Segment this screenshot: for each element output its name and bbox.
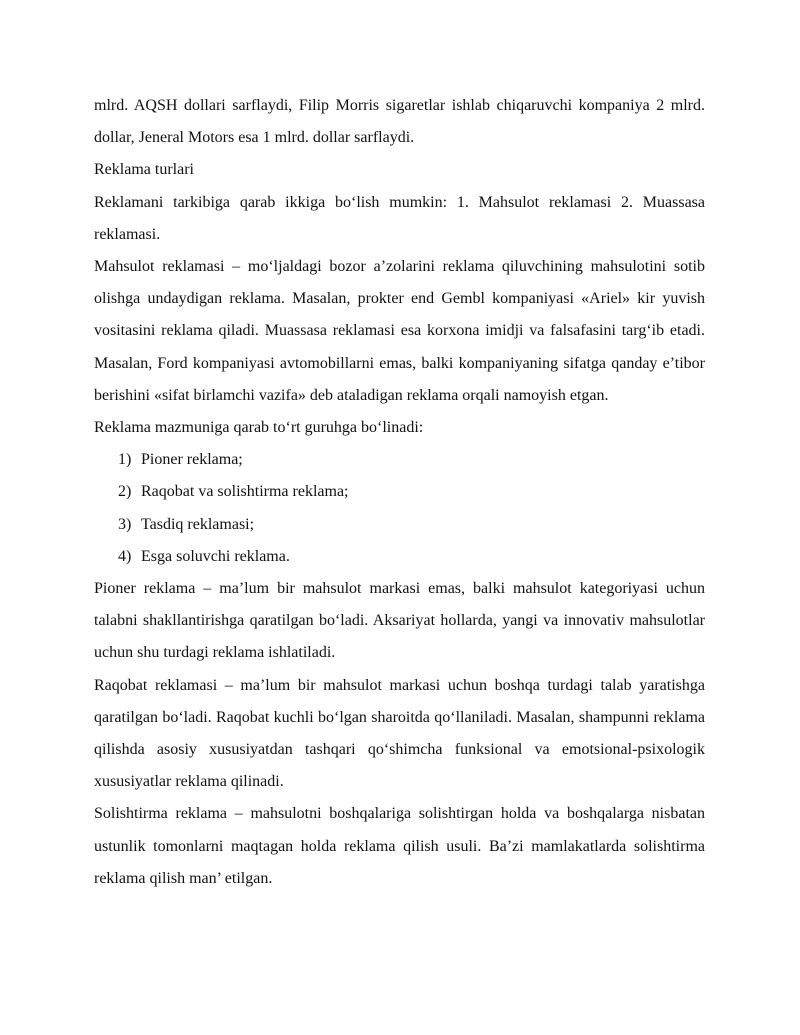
document-page [94,90,705,895]
list-item-number: 4) [118,547,132,565]
list-item-text: Tasdiq reklamasi; [141,515,255,533]
paragraph-content-groups: Reklama mazmuniga qarab to‘rt guruhga bo‘linadi: [94,419,424,437]
list-item-number: 1) [118,451,132,469]
paragraph-advertising-composition: Reklamani tarkibiga qarab ikkiga bo‘lish mumkin: 1. Mahsulot reklamasi 2. Muassasa reklamasi. [94,193,705,243]
list-item [94,476,705,508]
paragraph-product-advertising: Mahsulot reklamasi – mo‘ljaldagi bozor a’zolarini reklama qiluvchining mahsulotini sotib olishga undaydigan reklama. Masalan, prokter end Gembl kompaniyasi «Ariel» kir yuvish vositasini reklama qiladi. Muassasa reklamasi esa korxona imidji va falsafasini targ‘ib etadi. Masalan, Ford kompaniyasi avtomobillarni emas, balki kompaniyaning sifatga qanday e’tibor berishini «sifat birlamchi vazifa» deb ataladigan reklama orqali namoyish etgan. [94,258,705,404]
list-item [94,444,705,476]
heading-advertising-types: Reklama turlari [94,161,194,179]
paragraph-competitive-advertising: Raqobat reklamasi – ma’lum bir mahsulot markasi uchun boshqa turdagi talab yaratishga qaratilgan bo‘ladi. Raqobat kuchli bo‘lgan sharoitda qo‘llaniladi. Masalan, shampunni reklama qilishda asosiy xususiyatdan tashqari qo‘shimcha funksional va emotsional-psixologik xususiyatlar reklama qilinadi. [94,676,705,791]
paragraph-comparative-advertising: Solishtirma reklama – mahsulotni boshqalariga solishtirgan holda va boshqalarga nisbatan ustunlik tomonlarni maqtagan holda reklama qilish usuli. Ba’zi mamlakatlarda solishtirma reklama qilish man’ etilgan. [94,805,705,887]
advertising-groups-list [94,444,705,573]
list-item-text: Esga soluvchi reklama. [141,547,290,565]
paragraph-spending-continued: mlrd. AQSH dollari sarflaydi, Filip Morris sigaretlar ishlab chiqaruvchi kompaniya 2 mlrd. dollar, Jeneral Motors esa 1 mlrd. dollar sarflaydi. [94,97,705,147]
list-item [94,509,705,541]
list-item-text: Pioner reklama; [141,451,243,469]
list-item-text: Raqobat va solishtirma reklama; [141,483,349,501]
list-item [94,541,705,573]
list-item-number: 2) [118,483,132,501]
paragraph-pioneer-advertising: Pioner reklama – ma’lum bir mahsulot markasi emas, balki mahsulot kategoriyasi uchun talabni shakllantirishga qaratilgan bo‘ladi. Aksariyat hollarda, yangi va innovativ mahsulotlar uchun shu turdagi reklama ishlatiladi. [94,580,705,662]
list-item-number: 3) [118,515,132,533]
